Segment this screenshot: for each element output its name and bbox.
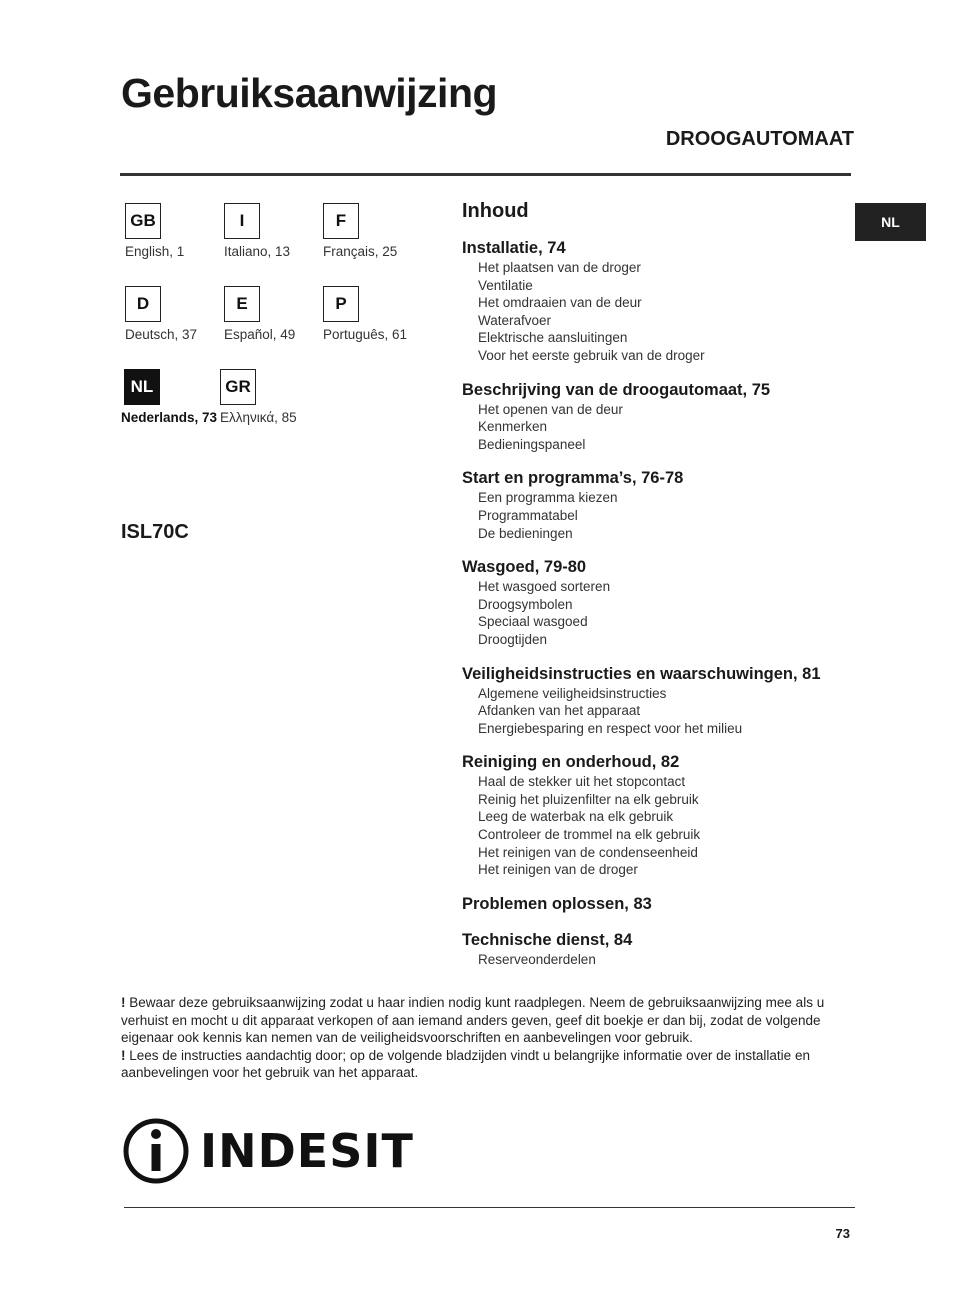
toc-section-title[interactable]: Wasgoed, 79-80 [462, 558, 587, 577]
toc-item[interactable]: Algemene veiligheidsinstructies [478, 685, 667, 701]
toc-section-title[interactable]: Technische dienst, 84 [462, 930, 633, 949]
toc-section [462, 556, 862, 648]
toc-item[interactable]: Een programma kiezen [478, 490, 618, 506]
product-type: DROOGAUTOMAAT [665, 128, 854, 150]
toc-item[interactable]: Kenmerken [478, 419, 548, 435]
page-title: Gebruiksaanwijzing [121, 70, 498, 116]
warning-mark: ! [121, 1047, 126, 1063]
toc-item[interactable]: Leeg de waterbak na elk gebruik [478, 809, 674, 825]
toc-item[interactable]: Het openen van de deur [478, 401, 623, 417]
brand-logo [122, 1117, 414, 1185]
toc-item[interactable]: Speciaal wasgoed [478, 614, 588, 630]
toc-section [462, 467, 862, 542]
brand-logo-text: INDESIT [200, 1124, 414, 1178]
language-item[interactable] [323, 203, 433, 259]
language-item[interactable] [125, 286, 235, 342]
toc-item[interactable]: Bedieningspaneel [478, 436, 586, 452]
toc-item[interactable]: Het wasgoed sorteren [478, 579, 611, 595]
toc-item[interactable]: Reinig het pluizenfilter na elk gebruik [478, 791, 699, 807]
toc-item[interactable]: Het plaatsen van de droger [478, 260, 641, 275]
toc-section [462, 663, 862, 738]
toc-item[interactable]: Haal de stekker uit het stopcontact [478, 774, 686, 790]
toc-section-title[interactable]: Start en programma’s, 76-78 [462, 469, 684, 488]
language-name: Deutsch, 37 [125, 327, 198, 342]
note-paragraph [121, 1047, 841, 1082]
top-divider [120, 173, 851, 176]
language-code: I [224, 203, 260, 239]
language-item[interactable] [224, 203, 334, 259]
language-name: Nederlands, 73 [121, 410, 218, 425]
note-text: Lees de instructies aandachtig door; op de volgende bladzijden vindt u belangrijke informatie over de installatie en aanbevelingen voor het gebruik van het apparaat. [121, 1047, 810, 1081]
language-name: Italiano, 13 [224, 244, 291, 259]
toc-item[interactable]: Het omdraaien van de deur [478, 295, 642, 311]
model-number: ISL70C [121, 521, 189, 543]
toc-item[interactable]: Voor het eerste gebruik van de droger [478, 347, 705, 363]
language-code: GB [125, 203, 161, 239]
toc-item[interactable]: De bedieningen [478, 525, 573, 541]
toc-section [462, 379, 862, 454]
table-of-contents [462, 200, 862, 982]
toc-section-title[interactable]: Installatie, 74 [462, 239, 566, 257]
language-code: NL [124, 369, 160, 405]
toc-item[interactable]: Programmatabel [478, 507, 578, 523]
toc-section-title[interactable]: Beschrijving van de droogautomaat, 75 [462, 380, 771, 399]
toc-section-title[interactable]: Veiligheidsinstructies en waarschuwingen, 81 [462, 664, 821, 683]
toc-item[interactable]: Droogtijden [478, 631, 548, 647]
language-item[interactable] [224, 286, 334, 342]
toc-item[interactable]: Het reinigen van de droger [478, 862, 638, 878]
toc-section [462, 237, 862, 365]
language-item[interactable] [323, 286, 433, 342]
toc-item[interactable]: Het reinigen van de condenseenheid [478, 844, 698, 860]
language-name: Ελληνικά, 85 [220, 410, 297, 425]
toc-heading: Inhoud [462, 200, 529, 222]
language-name: Español, 49 [224, 327, 296, 342]
toc-item[interactable]: Energiebesparing en respect voor het milieu [478, 720, 743, 736]
language-item-active[interactable] [121, 369, 234, 425]
language-name: Français, 25 [323, 244, 398, 259]
toc-item[interactable]: Ventilatie [478, 277, 533, 293]
toc-section-title[interactable]: Problemen oplossen, 83 [462, 894, 652, 913]
toc-section [462, 893, 862, 915]
toc-section-title[interactable]: Reiniging en onderhoud, 82 [462, 753, 680, 772]
language-code: P [323, 286, 359, 322]
bottom-divider [124, 1207, 855, 1208]
note-paragraph [121, 994, 841, 1047]
brand-logo-icon [122, 1117, 190, 1185]
toc-sections [462, 237, 862, 968]
toc-item[interactable]: Waterafvoer [478, 312, 552, 328]
note-text: Bewaar deze gebruiksaanwijzing zodat u haar indien nodig kunt raadplegen. Neem de gebruiksaanwijzing mee als u verhuist en mocht u dit apparaat verkopen of aan iemand anders geven, geef dit boekje er dan bij, zodat de volgende eigenaar ook kennis kan nemen van de veiligheidsvoorschriften en aanbevelingen voor gebruik. [121, 995, 825, 1046]
language-code: D [125, 286, 161, 322]
toc-item[interactable]: Elektrische aansluitingen [478, 330, 628, 346]
language-item[interactable] [220, 369, 330, 425]
toc-section [462, 929, 862, 969]
toc-item[interactable]: Afdanken van het apparaat [478, 703, 641, 719]
warning-mark: ! [121, 995, 126, 1010]
language-code: E [224, 286, 260, 322]
toc-item[interactable]: Controleer de trommel na elk gebruik [478, 827, 701, 843]
language-item[interactable] [125, 203, 235, 259]
notes [121, 994, 841, 1082]
language-name: English, 1 [125, 244, 185, 259]
toc-item[interactable]: Droogsymbolen [478, 596, 573, 612]
language-side-tab: NL [855, 203, 926, 241]
language-code: GR [220, 369, 256, 405]
toc-item[interactable]: Reserveonderdelen [478, 951, 596, 967]
language-name: Português, 61 [323, 327, 408, 342]
toc-section [462, 751, 862, 879]
page-number: 73 [835, 1226, 850, 1241]
language-code: F [323, 203, 359, 239]
